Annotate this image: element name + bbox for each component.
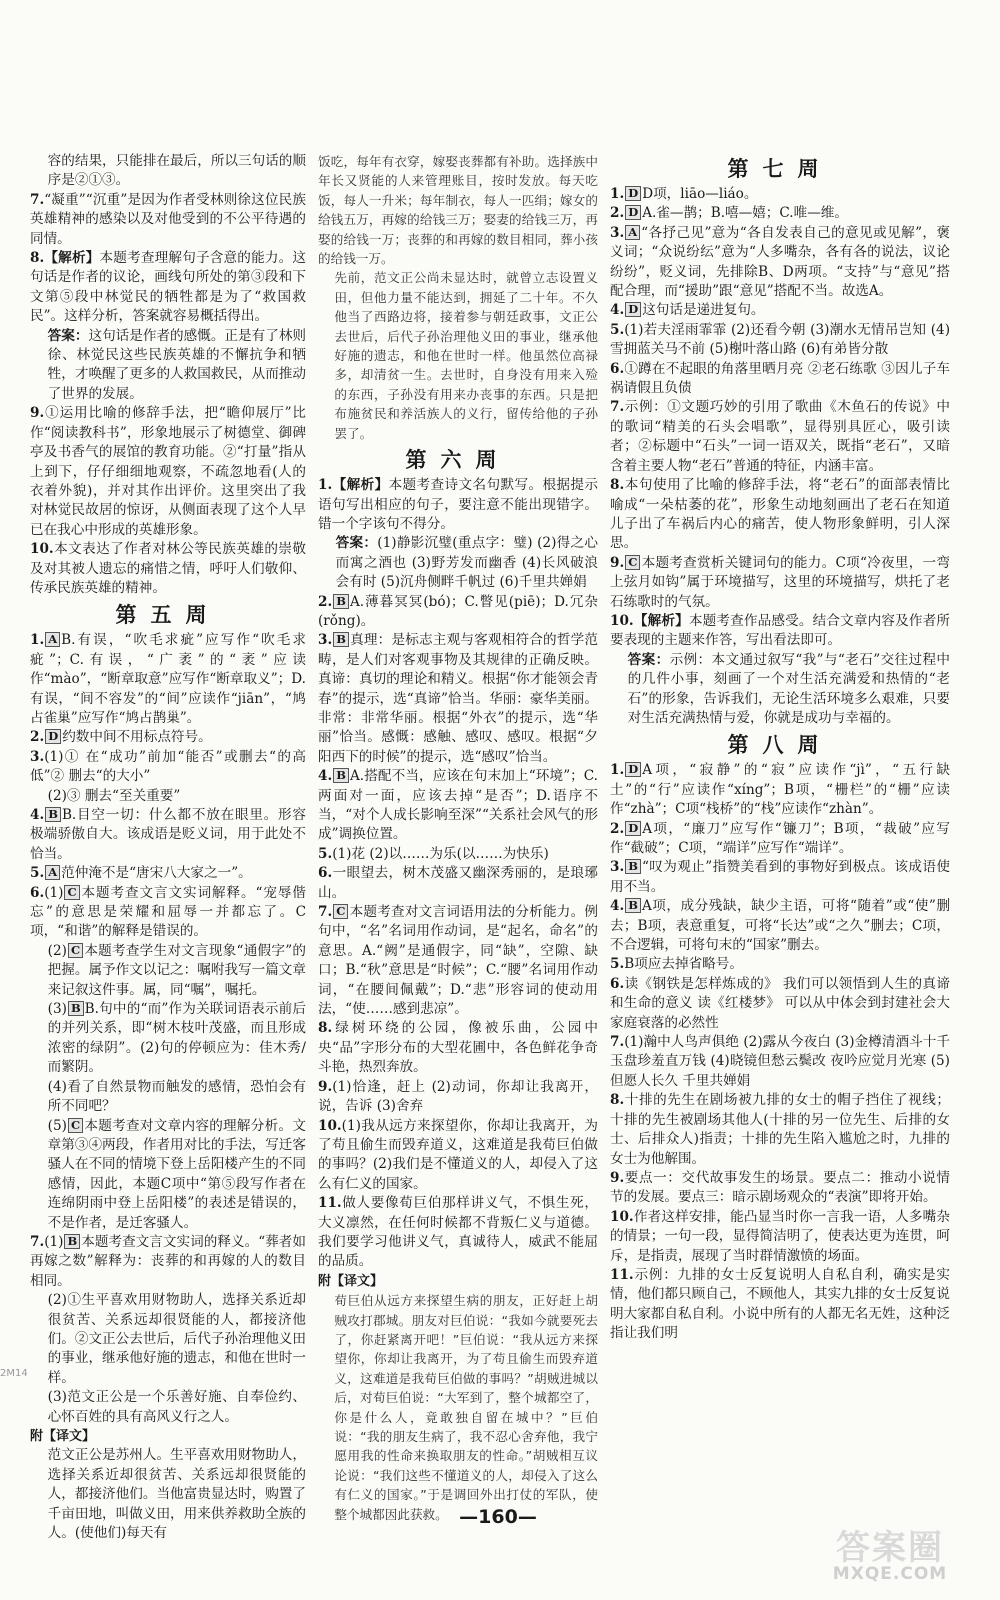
column-left xyxy=(30,152,306,1543)
item-text: 示例：本文通过叙写“我”与“老石”交往过程中的几件小事，刻画了一个对生活充满爱和热情的“老石”的形象，告诉我们，无论生活环境多么艰难，只要对生活充满热情与爱，你就是成功与幸福的。 xyxy=(627,651,951,726)
watermark-url: MXQE.COM xyxy=(832,1564,948,1584)
answer-item xyxy=(318,534,598,592)
answer-item xyxy=(610,858,950,897)
answer-item xyxy=(610,476,950,554)
item-text: A项，“廉刀”应写作“镰刀”；B项，“裁破”应写作“截破”；C项，“端详”应写作“端详”。 xyxy=(610,820,950,856)
answer-item xyxy=(30,942,306,1000)
item-number: 7. xyxy=(318,904,333,921)
item-number: 10. xyxy=(610,1208,634,1225)
answer-choice: D xyxy=(625,302,641,317)
item-text: 本题考查文言文实词的释义。“葬者如再嫁之数”解释为：丧葬的和再嫁的人的数目相同。 xyxy=(30,1233,306,1289)
item-text: 这句话是递进复句。 xyxy=(642,302,765,319)
answer-item xyxy=(30,1117,306,1233)
item-text: 本文表达了作者对林公等民族英雄的崇敬及对其被人遗忘的痛惜之情，呼吁人们敬仰、传承民族英雄的精神。 xyxy=(30,541,306,596)
answer-item xyxy=(610,301,950,320)
item-number: 5. xyxy=(610,321,625,338)
item-number: 7. xyxy=(610,399,625,416)
item-number: 9. xyxy=(30,405,45,422)
translation-label: 附【译文】 xyxy=(30,1429,96,1444)
item-text: (3)范文正公是一个乐善好施、自奉俭约、心怀百姓的具有高风义行之人。 xyxy=(47,1389,306,1425)
item-text: 本句使用了比喻的修辞手法，将“老石”的面部表情比喻成“一朵枯萎的花”，形象生动地刻画出了老石在知道儿子出了车祸后内心的痛苦，使人物形象鲜明，引人深思。 xyxy=(610,477,950,552)
answer-item xyxy=(30,787,306,806)
item-number: 9. xyxy=(610,554,625,571)
item-text: “叹为观止”指赞美看到的事物好到极点。该成语使用不当。 xyxy=(610,859,950,895)
item-text: 读《钢铁是怎样炼成的》 我们可以领悟到人生的真谛和生命的意义 读《红楼梦》 可以从中体会到封建社会大家庭衰落的必然性 xyxy=(610,975,950,1031)
answer-choice: C xyxy=(68,943,83,958)
item-text: (2) xyxy=(47,942,67,959)
item-text: (1) xyxy=(44,884,64,901)
answer-item xyxy=(610,224,950,302)
section-heading: 第八周 xyxy=(727,733,833,758)
item-text: (1)① 在“成功”前加“能否”或删去“的高低”② 删去“的大小” xyxy=(30,748,306,785)
answer-item xyxy=(30,404,306,540)
item-text: A项，“寂静”的“寂”应读作“jì”，“五行缺土”的“行”应读作“xíng”；B项，“栅栏”的“栅”应读作“zhà”；C项“栈桥”的“栈”应读作“zhàn”。 xyxy=(610,762,950,818)
watermark-title: 答案圈 xyxy=(836,1528,944,1568)
item-text: A.搭配不当，应该在句末加上“环境”；C.两面对一面，应该去掉“是否”；D.语序不当，“对个人成长影响至深”“关系社会风气的形成”调换位置。 xyxy=(318,768,598,843)
item-number: 3. xyxy=(610,224,625,241)
answer-choice: C xyxy=(64,885,79,900)
column-middle xyxy=(318,152,598,1524)
answer-choice: B xyxy=(68,1001,84,1016)
answer-item xyxy=(30,1233,306,1291)
item-text: (1)瀚中人鸟声俱绝 (2)露从今夜白 (3)金樽清酒斗十千 玉盘珍羞直万钱 (4)晓镜但愁云鬓改 夜吟应觉月光寒 (5)但愿人长久 千里共婵娟 xyxy=(610,1034,950,1089)
answer-item xyxy=(318,631,598,767)
item-number: 6. xyxy=(318,865,333,882)
item-text: (4)看了自然景物而触发的感情，恐怕会有所不同吧？ xyxy=(47,1078,306,1115)
page-number: —160— xyxy=(459,1506,537,1528)
item-number: 7. xyxy=(30,191,45,208)
item-number: 3. xyxy=(610,859,625,876)
item-text: (3) xyxy=(47,1001,67,1018)
section-heading: 第七周 xyxy=(727,157,833,181)
item-label: 答案： xyxy=(335,535,378,552)
item-text: 容的结果，只能排在最后，所以三句话的顺序是②①③。 xyxy=(47,153,306,189)
item-number: 1. xyxy=(318,477,333,494)
item-text: (2)①生平喜欢用财物助人，选择关系近却很贫苦、关系远却很贤能的人，都接济他们。②文正公去世后，后代子孙治理他义田的事业，继承他好施的遗志，和他在世时一样。 xyxy=(47,1292,306,1386)
answer-item xyxy=(30,884,306,942)
item-text: 本题考查对文章内容的理解分析。文章第③④两段，作者用对比的手法，写迁客骚人在不同的情境下登上岳阳楼产生的不同感情，因此，本题C项中“第⑤段写作者在连绵阴雨中登上岳阳楼”的表述是错误的，不是作者，是迁客骚人。 xyxy=(47,1117,306,1231)
answer-choice: D xyxy=(45,729,61,744)
item-text: 绿树环绕的公园，像被乐曲，公园中央“品”字形分布的大型花圃中，各色鲜花争奇斗艳，热烈奔放。 xyxy=(318,1020,598,1076)
item-number: 6. xyxy=(610,975,625,992)
answer-item xyxy=(318,1194,598,1272)
item-text: 一眼望去，树木茂盛又幽深秀丽的，是琅琊山。 xyxy=(318,865,598,901)
answer-item xyxy=(318,767,598,845)
answer-item xyxy=(318,593,598,632)
item-number: 4. xyxy=(610,302,625,319)
item-text: 要点一：交代故事发生的场景。要点二：推动小说情节的发展。要点三：暗示剧场观众的“表演”即将开始。 xyxy=(610,1169,950,1206)
item-text: D项，liāo—liáo。 xyxy=(642,186,758,202)
item-number: 9. xyxy=(610,1169,625,1186)
answer-item xyxy=(318,864,598,903)
item-number: 8. xyxy=(30,250,45,267)
answer-item xyxy=(610,897,950,955)
answer-item xyxy=(30,631,306,728)
item-text: 本题考查学生对文言现象“通假字”的把握。属予作文以记之：嘱咐我写一篇文章来记叙这件事。属，同“嘱”，嘱托。 xyxy=(47,942,306,998)
item-number: 1. xyxy=(610,762,625,779)
translation-continued: 饭吃，每年有衣穿，嫁娶丧葬都有补助。选择族中年长又贤能的人来管理账目，按时发放。每天吃饭，每人一升米；每年制衣，每人一匹绢；嫁女的给钱五万，再嫁的给钱三万；娶妻的给钱三万，再娶的给钱一万；丧葬的和再嫁的数目相同，葬小孩的给钱一万。 xyxy=(318,154,598,267)
item-text: 示例：①文题巧妙的引用了歌曲《木鱼石的传说》中的歌词“精美的石头会唱歌”，显得别具匠心，吸引读者；②标题中“石头”一词一语双关，既指“老石”，又暗含着主要人物“老石”普通的特征，内涵丰富。 xyxy=(610,399,950,474)
item-number: 6. xyxy=(610,360,625,377)
answer-item xyxy=(610,1169,950,1208)
item-number: 5. xyxy=(30,865,45,882)
item-text: 真理：是标志主观与客观相符合的哲学范畴，是人们对客观事物及其规律的正确反映。真谛：真切的理论和精义。根据“你才能领会青春”的提示，选“真谛”恰当。华丽：豪华美丽。非常：非常华丽。根据“外衣”的提示，选“华丽”恰当。感慨：感触、感叹、感叹。根据“夕阳西下的时候”的提示，选“感叹”恰当。 xyxy=(318,632,598,765)
translation-text: 荀巨伯从远方来探望生病的朋友，正好赶上胡贼攻打郡城。朋友对巨伯说：“我如今就要死去了，你赶紧离开吧！”巨伯说：“我从远方来探望你，你却让我离开，为了苟且偷生而毁弃道义，这难道是我荀巨伯做的事吗？”胡贼进城以后，对荀巨伯说：“大军到了，整个城都空了，你是什么人，竟敢独自留在城中？”巨伯说：“我的朋友生病了，我不忍心舍弃他，我宁愿用我的性命来换取朋友的性命。”胡贼相互议论说：“我们这些不懂道义的人，却侵入了这么有仁义的国家。”于是调回外出打仗的军队，使整个城都因此获救。 xyxy=(334,1293,598,1522)
item-number: 7. xyxy=(610,1034,625,1051)
item-number: 5. xyxy=(318,845,333,862)
answer-choice: D xyxy=(625,186,641,201)
answer-item xyxy=(318,1078,598,1117)
item-text: (1)花 (2)以……为乐(以……为快乐) xyxy=(332,845,549,862)
item-number: 4. xyxy=(610,898,625,915)
item-text: (1) xyxy=(44,1233,64,1250)
item-number: 11. xyxy=(318,1195,342,1212)
answer-item xyxy=(30,1291,306,1388)
item-text: (2)③ 删去“至关重要” xyxy=(47,787,181,804)
answer-item xyxy=(610,612,950,651)
item-text: B.句中的“而”作为关联词语表示前后的并列关系，即“树木枝叶茂盛，而且形成浓密的绿阴”。(2)句的停顿应为：佳木秀/而繁阴。 xyxy=(47,1001,306,1076)
translation-text: 范文正公是苏州人。生平喜欢用财物助人，选择关系近却很贫苦、关系远却很贤能的人，都接济他们。当他富贵显达时，购置了千亩田地，叫做义田，用来供养救助全族的人。(使他们)每天有 xyxy=(47,1447,306,1542)
item-number: 10. xyxy=(610,612,634,629)
answer-item xyxy=(610,185,950,204)
answer-choice: B xyxy=(333,594,349,609)
item-text: 十排的先生在剧场被九排的女士的帽子挡住了视线；十排的先生被剧场其他人(十排的另一位先生、后排的女士、后排众人)指责；十排的先生陷入尴尬之时，九排的女士为他解围。 xyxy=(610,1092,950,1167)
item-number: 5. xyxy=(610,956,625,973)
answer-choice: B xyxy=(45,807,61,822)
item-number: 4. xyxy=(318,768,333,785)
item-text: 范仲淹不是“唐宋八大家之一”。 xyxy=(61,865,252,882)
translation-continued: 先前，范文正公尚未显达时，就曾立志设置义田，但他力量不能达到，拥延了二十年。不久他当了西路边将，接着参与朝廷政事，文正公去世后，后代子孙治理他义田的事业，继承他好施的遗志，和他在世时一样。他虽然位高禄多，却清贫一生。去世时，自身没有用来入殓的东西，子孙没有用来办丧事的东西。只是把布施贫民和养活族人的义行，留传给他的子孙罢了。 xyxy=(334,270,598,441)
answer-choice: B xyxy=(625,859,641,874)
item-number: 3. xyxy=(30,748,45,765)
answer-item xyxy=(30,152,306,191)
item-text: “凝重”“沉重”是因为作者受林则徐这位民族英雄精神的感染以及对他受到的不公平待遇的同情。 xyxy=(30,191,306,247)
answer-item xyxy=(610,761,950,819)
item-label: 【解析】 xyxy=(633,612,689,629)
item-text: 本题考查诗文名句默写。根据提示语句写出相应的句子，要注意不能出现错字。错一个字该句不得分。 xyxy=(318,477,599,532)
item-label: 【解析】 xyxy=(44,250,100,267)
item-text: 本题考查理解句子含意的能力。这句话是作者的议论，画线句所处的第③段和下文第⑤段中林觉民的牺牲都是为了“救国救民”。这样分析，答案就容易概括得出。 xyxy=(30,250,307,325)
item-text: A项，成分残缺，缺少主语，可将“随着”或“使”删去；B项，表意重复，可将“长达”或“之久”删去；C项，不合逻辑，可将句末的“国家”删去。 xyxy=(610,898,950,954)
answer-item xyxy=(30,540,306,598)
item-text: (1)若夫淫雨霏霏 (2)还看今朝 (3)潮水无情吊岂知 (4)雪拥蓝关马不前 (5)榭叶落山路 (6)有弟皆分散 xyxy=(610,321,950,358)
answer-item xyxy=(30,864,306,883)
item-text: (1)静影沉璧(重点字：璧) (2)得之心而寓之酒也 (3)野芳发而幽香 (4)长风破浪会有时 (5)沉舟侧畔千帆过 (6)千里共婵娟 xyxy=(335,535,598,591)
item-text: 示例：九排的女士反复说明人自私自利，确实是实情，他们都只顾自己，不顾他人，其实九排的女士反复说明大家都自私自利。小说中所有的人都无名无姓，这种泛指让我们明 xyxy=(610,1266,950,1342)
item-number: 2. xyxy=(610,205,625,222)
answer-item xyxy=(610,398,950,476)
item-number: 2. xyxy=(610,820,625,837)
item-number: 1. xyxy=(610,186,625,202)
answer-item xyxy=(610,204,950,223)
item-label: 答案： xyxy=(47,327,89,344)
item-number: 6. xyxy=(30,884,45,901)
answer-item xyxy=(318,1019,598,1077)
answer-item xyxy=(30,1000,306,1078)
answer-item xyxy=(318,476,598,534)
column-right xyxy=(610,152,950,1344)
item-number: 10. xyxy=(30,541,54,558)
answer-item xyxy=(610,321,950,360)
answer-item xyxy=(30,249,306,327)
section-heading: 第五周 xyxy=(115,603,221,628)
item-text: ①运用比喻的修辞手法，把“瞻仰展厅”比作“阅读教科书”，形象地展示了树德堂、御碑亭及书香气的展馆的教育功能。②“打量”指从上到下，仔仔细细地观察，不疏忽地看(人的衣着外貌)，并对其作出评价。这里突出了我对林觉民故居的惊讶，从侧面表现了这个人早已在我心中形成的英雄形象。 xyxy=(30,405,306,538)
answer-item xyxy=(30,728,306,747)
item-number: 2. xyxy=(318,593,333,610)
answer-choice: A xyxy=(45,632,60,647)
section-heading: 第六周 xyxy=(405,448,511,473)
answer-item xyxy=(30,191,306,249)
answer-choice: A xyxy=(45,865,60,880)
side-mark: 2M14 xyxy=(0,1368,28,1379)
answer-choice: B xyxy=(333,632,349,647)
answer-choice: B xyxy=(64,1234,80,1249)
answer-item xyxy=(610,1033,950,1091)
item-text: (1)我从远方来探望你，你却让我离开，为了苟且偷生而毁弃道义，这难道是我荀巨伯做的事吗？(2)我们是不懂道义的人，却侵入了这么有仁义的国家。 xyxy=(318,1117,598,1192)
answer-item xyxy=(610,651,950,729)
answer-choice: C xyxy=(333,904,348,919)
item-number: 10. xyxy=(318,1117,342,1134)
item-text: A.雀—鹊；B.嘻—嬉；C.唯—维。 xyxy=(642,205,848,222)
answer-item xyxy=(30,327,306,405)
item-text: 本题考查赏析关键词句的能力。C项“冷夜里，一弯上弦月如钩”属于环境描写，这里的环境描写，烘托了老石练歌时的气氛。 xyxy=(610,554,950,610)
item-number: 11. xyxy=(610,1266,634,1283)
item-text: ①蹲在不起眼的角落里晒月亮 ②老石练歌 ③因儿子车祸请假且负债 xyxy=(610,360,950,397)
answer-item xyxy=(30,1078,306,1117)
item-text: (5) xyxy=(47,1117,67,1134)
answer-choice: B xyxy=(625,898,641,913)
answer-item xyxy=(610,1208,950,1266)
answer-item xyxy=(318,845,598,864)
item-text: 这句话是作者的感慨。正是有了林则徐、林觉民这些民族英雄的不懈抗争和牺牲，才唤醒了更多的人救国救民，从而推动了世界的发展。 xyxy=(47,327,307,402)
answer-choice: B xyxy=(333,768,349,783)
answer-item xyxy=(610,820,950,859)
answer-item xyxy=(30,1388,306,1427)
item-number: 9. xyxy=(318,1078,333,1095)
answer-choice: D xyxy=(625,762,641,777)
answer-choice: D xyxy=(625,821,641,836)
answer-item xyxy=(610,554,950,612)
item-text: 做人要像荀巨伯那样讲义气，不惧生死，大义凛然，在任何时候都不背叛仁义与道德。我们要学习他讲义气，真诚待人，威武不能屈的品质。 xyxy=(318,1195,598,1270)
item-text: B.有误，“吹毛求疵”应写作“吹毛求疵”；C.有误，“广袤”的“袤”应读作“mào”，“断章取意”应写作“断章取义”；D.有误，“间不容发”的“间”应读作“jiān”，“鸠占雀巢”应写作“鸠占鹊巢”。 xyxy=(30,632,306,726)
answer-item xyxy=(610,1266,950,1344)
item-text: 本题考查作品感受。结合文章内容及作者所要表现的主题来作答，写出看法即可。 xyxy=(610,612,951,649)
item-text: 本题考查对文言词语用法的分析能力。例句中，“名”名词用作动词，是“起名，命名”的意思。A.“阙”是通假字，同“缺”，空隙、缺口；B.“秋”意思是“时候”；C.“腰”名词用作动词，“在腰间佩戴”；D.“悲”形容词的使动用法，“使……感到悲凉”。 xyxy=(318,904,598,1018)
item-text: “各抒己见”意为“各自发表自己的意见或见解”，褒义词；“众说纷纭”意为“人多嘴杂，各有各的说法，议论纷纷”，贬义词，先排除B、D两项。“支持”与“意见”搭配合理，而“援助”跟“意见”搭配不当。故选A。 xyxy=(610,224,950,300)
item-number: 3. xyxy=(318,632,333,649)
item-text: B.目空一切：什么都不放在眼里。形容极端骄傲自大。该成语是贬义词，用于此处不恰当。 xyxy=(30,807,306,862)
answer-item xyxy=(30,806,306,864)
answer-choice: A xyxy=(625,225,640,240)
item-number: 4. xyxy=(30,807,45,823)
item-text: 本题考查文言文实词解释。“宠辱偕忘”的意思是荣耀和屈辱一并都忘了。C项，“和谐”的解释是错误的。 xyxy=(30,884,306,940)
item-text: (1)恰逢，赶上 (2)动词，你却让我离开，说，告诉 (3)舍弃 xyxy=(318,1078,598,1115)
answer-item xyxy=(610,360,950,399)
answer-item xyxy=(318,1117,598,1195)
item-label: 答案： xyxy=(627,651,670,668)
item-text: B项应去掉省略号。 xyxy=(624,956,743,973)
answer-choice: D xyxy=(625,205,641,220)
item-number: 2. xyxy=(30,729,45,746)
item-text: A.薄暮冥冥(bó)；C.瞥见(piē)；D.冗杂(rǒng)。 xyxy=(318,593,598,629)
watermark-logo xyxy=(800,1520,980,1590)
answer-item xyxy=(610,955,950,974)
item-text: 作者这样安排，能凸显当时你一言我一语，人多嘴杂的情景；一句一段，显得简洁明了，使表达更为连贯，呵斥，是指责，展现了当时群情激愤的场面。 xyxy=(610,1208,950,1264)
translation-label: 附【译文】 xyxy=(318,1273,384,1289)
item-text: 约数中间不用标点符号。 xyxy=(62,729,212,746)
answer-choice: C xyxy=(625,555,640,570)
answer-item xyxy=(610,975,950,1033)
item-number: 1. xyxy=(30,632,45,649)
item-number: 7. xyxy=(30,1233,45,1250)
answer-choice: C xyxy=(68,1118,83,1133)
item-number: 8. xyxy=(610,1092,625,1109)
item-number: 8. xyxy=(318,1020,333,1037)
answer-item xyxy=(318,903,598,1019)
item-label: 【解析】 xyxy=(332,477,389,494)
answer-item xyxy=(610,1091,950,1169)
item-number: 8. xyxy=(610,477,625,494)
answer-item xyxy=(30,748,306,787)
